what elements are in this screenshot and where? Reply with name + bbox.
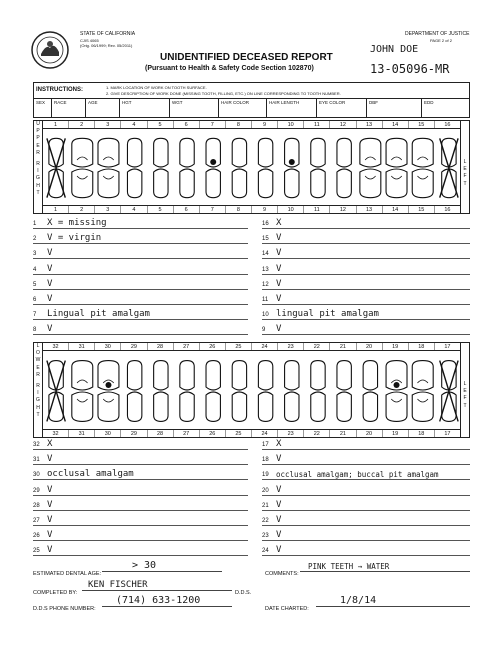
tooth-number: 8: [226, 206, 252, 213]
tooth-number: 24: [252, 430, 278, 437]
tooth-16-icon[interactable]: [440, 138, 458, 197]
tooth-entry-line[interactable]: [262, 484, 470, 496]
tooth-entry-number: 6: [33, 297, 37, 303]
tooth-entry-value: X: [276, 439, 282, 449]
tooth-number: 22: [304, 430, 330, 437]
tooth-entry-line[interactable]: [33, 468, 248, 480]
tooth-number: 21: [330, 430, 356, 437]
tooth-2-icon[interactable]: [72, 138, 93, 197]
tooth-7-icon[interactable]: [206, 361, 220, 422]
tooth-number: 2: [69, 206, 95, 213]
tooth-7-icon[interactable]: [206, 138, 220, 197]
tooth-entry-line[interactable]: [33, 217, 248, 229]
tooth-number: 32: [43, 430, 69, 437]
tooth-6-icon[interactable]: [180, 138, 194, 197]
field-race[interactable]: RACE: [52, 99, 86, 117]
tooth-entry-number: 5: [33, 281, 37, 288]
page-label: PAGE 2 of 2: [430, 38, 452, 43]
tooth-entry-line[interactable]: [262, 247, 470, 259]
tooth-entry-number: 32: [33, 442, 40, 448]
tooth-number: 30: [95, 343, 121, 350]
tooth-entry-number: 29: [33, 487, 40, 494]
left-side-3: T: [463, 180, 467, 187]
tooth-entry-number: 21: [262, 502, 269, 509]
tooth-8-icon[interactable]: [232, 361, 246, 422]
tooth-5-icon[interactable]: [154, 361, 168, 422]
tooth-15-icon[interactable]: [412, 361, 433, 422]
tooth-13-icon[interactable]: [360, 138, 381, 197]
phone-field[interactable]: [102, 597, 232, 607]
lower-side-9: H: [36, 404, 40, 411]
tooth-entry-value: V: [276, 484, 282, 495]
left-side-1: E: [463, 166, 467, 173]
field-height[interactable]: HGT: [120, 99, 170, 117]
tooth-number: 28: [148, 343, 174, 350]
upper-side-4: R: [36, 149, 40, 156]
tooth-entry-value: V: [276, 499, 282, 510]
tooth-number: 11: [304, 206, 330, 213]
left-side-1: E: [463, 388, 467, 395]
tooth-entry-number: 4: [33, 266, 37, 273]
tooth-14-icon[interactable]: [386, 361, 407, 422]
tooth-11-icon[interactable]: [311, 361, 325, 422]
lower-side-6: R: [36, 382, 40, 389]
tooth-number: 10: [278, 121, 304, 128]
lower-side-0: L: [36, 343, 40, 349]
tooth-number: 25: [226, 430, 252, 437]
tooth-16-icon[interactable]: [440, 361, 458, 422]
tooth-entry-line[interactable]: [33, 247, 248, 259]
tooth-entry-value: V: [47, 484, 53, 495]
tooth-number: 9: [252, 206, 278, 213]
instructions-label: INSTRUCTIONS:: [36, 87, 83, 93]
tooth-number: 27: [174, 343, 200, 350]
tooth-number: 16: [444, 122, 451, 128]
instructions-box: [33, 82, 470, 98]
tooth-number: 23: [278, 343, 304, 350]
tooth-entry-line[interactable]: [33, 544, 248, 556]
department-label: DEPARTMENT OF JUSTICE: [405, 31, 470, 37]
tooth-entry-number: 27: [33, 518, 40, 524]
tooth-entry-line[interactable]: [33, 514, 248, 526]
instruction-2: 2. GIVE DESCRIPTION OF WORK DONE (MISSING TOOTH, FILLING, ETC.) ON LINE CORRESPONDING TO TOOTH NUMBER.: [106, 91, 341, 96]
upper-side-9: H: [36, 182, 40, 189]
upper-side-3: E: [36, 142, 40, 149]
tooth-number: 24: [252, 343, 278, 350]
tooth-entry-value: X: [47, 439, 53, 449]
tooth-entry-line[interactable]: [33, 499, 248, 511]
dental-age-field[interactable]: [102, 562, 222, 572]
tooth-entry-value: V: [47, 530, 53, 541]
form-code: CJIS 4065: [80, 38, 99, 43]
left-side-2: F: [463, 173, 467, 180]
tooth-entry-value: V: [276, 545, 282, 556]
dental-age-label: ESTIMATED DENTAL AGE:: [33, 571, 102, 577]
tooth-entry-value: V: [276, 263, 282, 274]
tooth-entry-line[interactable]: [262, 263, 470, 275]
comments-field[interactable]: [300, 562, 470, 572]
tooth-entry-value: Lingual pit amalgam: [47, 309, 150, 320]
tooth-entry-line[interactable]: [33, 263, 248, 275]
tooth-entry-number: 22: [262, 518, 269, 524]
tooth-number: 29: [121, 343, 147, 350]
tooth-entry-value: V: [276, 233, 282, 244]
form-revision: (Orig. 06/1999; Rev. 05/2011): [80, 43, 133, 48]
tooth-entry-number: 28: [33, 502, 40, 509]
upper-side-0: U: [36, 121, 40, 127]
tooth-number: 10: [278, 206, 304, 213]
state-label: STATE OF CALIFORNIA: [80, 31, 136, 37]
comments-label: COMMENTS:: [265, 571, 299, 577]
lower-side-8: G: [36, 397, 40, 404]
tooth-1-icon[interactable]: [47, 138, 65, 197]
tooth-entry-line[interactable]: [33, 278, 248, 290]
upper-right-side-label: [34, 121, 43, 213]
tooth-entry-line[interactable]: [262, 544, 470, 556]
tooth-entry-value: X: [276, 218, 282, 228]
tooth-entry-value: V: [47, 248, 53, 259]
tooth-number: 12: [330, 206, 356, 213]
tooth-entry-line[interactable]: [262, 514, 470, 526]
tooth-number: 28: [148, 430, 174, 437]
tooth-14-icon[interactable]: [386, 138, 407, 197]
lower-side-7: I: [37, 390, 39, 397]
tooth-10-icon[interactable]: [285, 138, 299, 197]
lower-numbers-bottom: [43, 429, 460, 437]
tooth-entry-value: V: [276, 278, 282, 289]
tooth-number: 30: [95, 430, 121, 437]
descriptor-fields: [33, 98, 470, 118]
tooth-entry-value: occlusal amalgam; buccal pit amalgam: [276, 470, 439, 480]
tooth-number: 32: [43, 343, 69, 350]
upper-side-7: I: [37, 168, 39, 175]
tooth-number: 8: [226, 121, 252, 128]
tooth-8-icon[interactable]: [232, 138, 246, 197]
tooth-entry-value: occlusal amalgam: [47, 469, 134, 480]
tooth-4-icon[interactable]: [127, 138, 141, 197]
tooth-entry-number: 14: [262, 251, 269, 258]
tooth-entry-line[interactable]: [33, 529, 248, 541]
tooth-entry-line[interactable]: [262, 438, 470, 450]
tooth-entry-number: 1: [33, 221, 37, 227]
tooth-6-icon[interactable]: [180, 361, 194, 422]
tooth-number: 19: [383, 430, 409, 437]
tooth-number: 4: [121, 121, 147, 128]
instruction-1: 1. MARK LOCATION OF WORK ON TOOTH SURFACE.: [106, 85, 207, 90]
date-charted-label: DATE CHARTED:: [265, 606, 309, 612]
tooth-entry-value: V: [47, 294, 53, 304]
tooth-4-icon[interactable]: [127, 361, 141, 422]
completed-by-value: KEN FISCHER: [88, 580, 148, 590]
tooth-number: 7: [200, 206, 226, 213]
tooth-3-icon[interactable]: [98, 361, 119, 422]
left-side-0: L: [463, 381, 467, 387]
tooth-entry-line[interactable]: [33, 323, 248, 335]
tooth-entry-value: V: [47, 499, 53, 510]
tooth-entry-value: V: [47, 263, 53, 274]
tooth-number: 18: [409, 343, 435, 350]
tooth-entry-value: X = missing: [47, 218, 107, 228]
date-charted-field[interactable]: [316, 597, 470, 607]
tooth-entry-number: 8: [33, 327, 37, 334]
tooth-entry-line[interactable]: [33, 308, 248, 320]
tooth-entry-number: 2: [33, 236, 37, 243]
tooth-entry-number: 15: [262, 236, 269, 243]
tooth-entry-value: V: [47, 515, 53, 525]
tooth-number: 13: [357, 121, 383, 128]
tooth-entry-number: 20: [262, 487, 269, 494]
tooth-entry-value: V: [276, 530, 282, 541]
field-dbf[interactable]: DBF: [367, 99, 422, 117]
tooth-number: 14: [383, 121, 409, 128]
field-sex[interactable]: SEX: [34, 99, 52, 117]
field-age[interactable]: AGE: [86, 99, 120, 117]
date-charted-value: 1/8/14: [340, 595, 377, 606]
field-eye-color[interactable]: EYE COLOR: [317, 99, 367, 117]
upper-side-10: T: [36, 189, 40, 196]
tooth-number: 4: [121, 206, 147, 213]
tooth-1-icon[interactable]: [47, 361, 65, 422]
tooth-number: 12: [330, 121, 356, 128]
left-side-3: T: [463, 402, 467, 409]
tooth-number: 3: [95, 121, 121, 128]
tooth-number: 5: [148, 121, 174, 128]
lower-numbers-top: [43, 343, 460, 351]
handwritten-name: JOHN DOE: [370, 44, 419, 55]
tooth-entry-line[interactable]: [33, 232, 248, 244]
tooth-number: 5: [148, 206, 174, 213]
tooth-number: 31: [69, 430, 95, 437]
completed-by-field[interactable]: [82, 581, 232, 591]
tooth-entry-line[interactable]: [33, 293, 248, 305]
tooth-2-icon[interactable]: [72, 361, 93, 422]
upper-side-1: P: [36, 128, 40, 135]
tooth-15-icon[interactable]: [412, 138, 433, 197]
tooth-entry-value: V: [47, 278, 53, 289]
lower-side-1: O: [36, 350, 40, 357]
upper-tooth-chart: [33, 120, 470, 214]
tooth-number: 1: [43, 206, 69, 213]
completed-by-label: COMPLETED BY:: [33, 590, 78, 596]
field-hair-length[interactable]: HAIR LENGTH: [267, 99, 317, 117]
tooth-entry-value: lingual pit amalgam: [276, 309, 379, 320]
tooth-entry-line[interactable]: [33, 453, 248, 465]
tooth-entry-number: 30: [33, 472, 40, 479]
tooth-number: 26: [200, 430, 226, 437]
tooth-entry-number: 25: [33, 548, 40, 555]
tooth-number: 3: [95, 206, 121, 213]
upper-numbers-bottom: [43, 205, 460, 213]
lower-side-2: W: [35, 357, 41, 364]
tooth-number: 14: [383, 206, 409, 213]
tooth-entry-number: 16: [262, 221, 269, 227]
tooth-number: 25: [226, 343, 252, 350]
tooth-entry-value: V: [276, 324, 282, 335]
tooth-entry-number: 3: [33, 251, 37, 258]
tooth-entry-value: V: [276, 248, 282, 259]
tooth-number: 11: [304, 121, 330, 128]
tooth-number: 19: [383, 343, 409, 350]
tooth-entry-value: V: [276, 454, 282, 465]
tooth-entry-value: V = virgin: [47, 233, 102, 244]
tooth-entry-number: 24: [262, 548, 269, 555]
tooth-number: 6: [174, 206, 200, 213]
tooth-number: 2: [69, 121, 95, 128]
upper-side-6: R: [36, 160, 40, 167]
tooth-number: 27: [174, 430, 200, 437]
tooth-number: 29: [121, 430, 147, 437]
tooth-entry-line[interactable]: [33, 484, 248, 496]
tooth-entry-value: V: [276, 294, 282, 304]
tooth-number: 17: [444, 344, 451, 350]
phone-label: D.D.S PHONE NUMBER:: [33, 606, 96, 612]
tooth-entry-number: 10: [262, 312, 269, 319]
tooth-entry-line[interactable]: [33, 438, 248, 450]
tooth-number: 9: [252, 121, 278, 128]
lower-side-4: R: [36, 371, 40, 378]
tooth-entry-value: V: [47, 454, 53, 465]
tooth-10-icon[interactable]: [285, 361, 299, 422]
tooth-entry-number: 31: [33, 457, 40, 464]
tooth-entry-number: 9: [262, 327, 266, 334]
tooth-entry-value: V: [47, 545, 53, 556]
left-side-0: L: [463, 159, 467, 165]
lower-teeth-drawing: [43, 351, 462, 431]
tooth-entry-number: 18: [262, 457, 269, 464]
tooth-number: 1: [43, 121, 69, 128]
tooth-3-icon[interactable]: [98, 138, 119, 197]
tooth-number: 17: [444, 431, 451, 437]
lower-side-10: T: [36, 411, 40, 418]
tooth-5-icon[interactable]: [154, 138, 168, 197]
lower-right-side-label: [34, 343, 43, 437]
tooth-number: 20: [357, 343, 383, 350]
upper-side-8: G: [36, 175, 40, 182]
tooth-entry-line[interactable]: [262, 453, 470, 465]
tooth-entry-value: V: [276, 515, 282, 525]
comments-value: PINK TEETH → WATER: [308, 562, 390, 571]
lower-tooth-chart: [33, 342, 470, 438]
tooth-number: 26: [200, 343, 226, 350]
tooth-number: 16: [444, 207, 451, 213]
lower-side-3: E: [36, 364, 40, 371]
field-hair-color[interactable]: HAIR COLOR: [219, 99, 267, 117]
tooth-entry-line[interactable]: [262, 468, 470, 480]
tooth-number: 7: [200, 121, 226, 128]
tooth-entry-line[interactable]: [262, 308, 470, 320]
dental-age-value: > 30: [132, 560, 157, 571]
tooth-entry-line[interactable]: [262, 278, 470, 290]
tooth-number: 15: [409, 206, 435, 213]
tooth-9-icon[interactable]: [258, 138, 272, 197]
tooth-12-icon[interactable]: [337, 138, 351, 197]
tooth-entry-number: 23: [262, 533, 269, 540]
tooth-entry-number: 13: [262, 266, 269, 273]
field-edd[interactable]: EDD: [424, 100, 434, 105]
tooth-number: 20: [357, 430, 383, 437]
state-seal-icon: [30, 30, 70, 70]
tooth-entry-number: 7: [33, 312, 37, 319]
handwritten-case-number: 13-05096-MR: [370, 62, 450, 76]
field-weight[interactable]: WGT: [170, 99, 219, 117]
tooth-entry-line[interactable]: [262, 217, 470, 229]
tooth-entry-line[interactable]: [262, 293, 470, 305]
tooth-11-icon[interactable]: [311, 138, 325, 197]
tooth-entry-number: 19: [262, 472, 269, 479]
left-side-2: F: [463, 395, 467, 402]
report-subtitle: (Pursuant to Health & Safety Code Section 102870): [145, 65, 314, 72]
tooth-number: 22: [304, 343, 330, 350]
tooth-entry-number: 11: [262, 297, 269, 303]
tooth-entry-number: 12: [262, 281, 269, 288]
tooth-entry-line[interactable]: [262, 232, 470, 244]
tooth-entry-number: 17: [262, 442, 269, 448]
tooth-number: 23: [278, 430, 304, 437]
tooth-entry-line[interactable]: [262, 499, 470, 511]
tooth-entry-line[interactable]: [262, 323, 470, 335]
upper-side-2: P: [36, 135, 40, 142]
tooth-number: 21: [330, 343, 356, 350]
tooth-entry-line[interactable]: [262, 529, 470, 541]
tooth-number: 6: [174, 121, 200, 128]
report-title: UNIDENTIFIED DECEASED REPORT: [160, 52, 333, 63]
tooth-entry-value: V: [47, 324, 53, 335]
upper-teeth-drawing: [43, 129, 462, 207]
upper-numbers-top: [43, 121, 460, 129]
tooth-number: 13: [357, 206, 383, 213]
tooth-13-icon[interactable]: [363, 361, 377, 422]
phone-value: (714) 633-1200: [116, 595, 201, 606]
tooth-number: 18: [409, 430, 435, 437]
tooth-number: 31: [69, 343, 95, 350]
tooth-12-icon[interactable]: [337, 361, 351, 422]
dds-label: D.D.S.: [235, 590, 252, 596]
tooth-entry-number: 26: [33, 533, 40, 540]
tooth-number: 15: [409, 121, 435, 128]
tooth-9-icon[interactable]: [258, 361, 272, 422]
